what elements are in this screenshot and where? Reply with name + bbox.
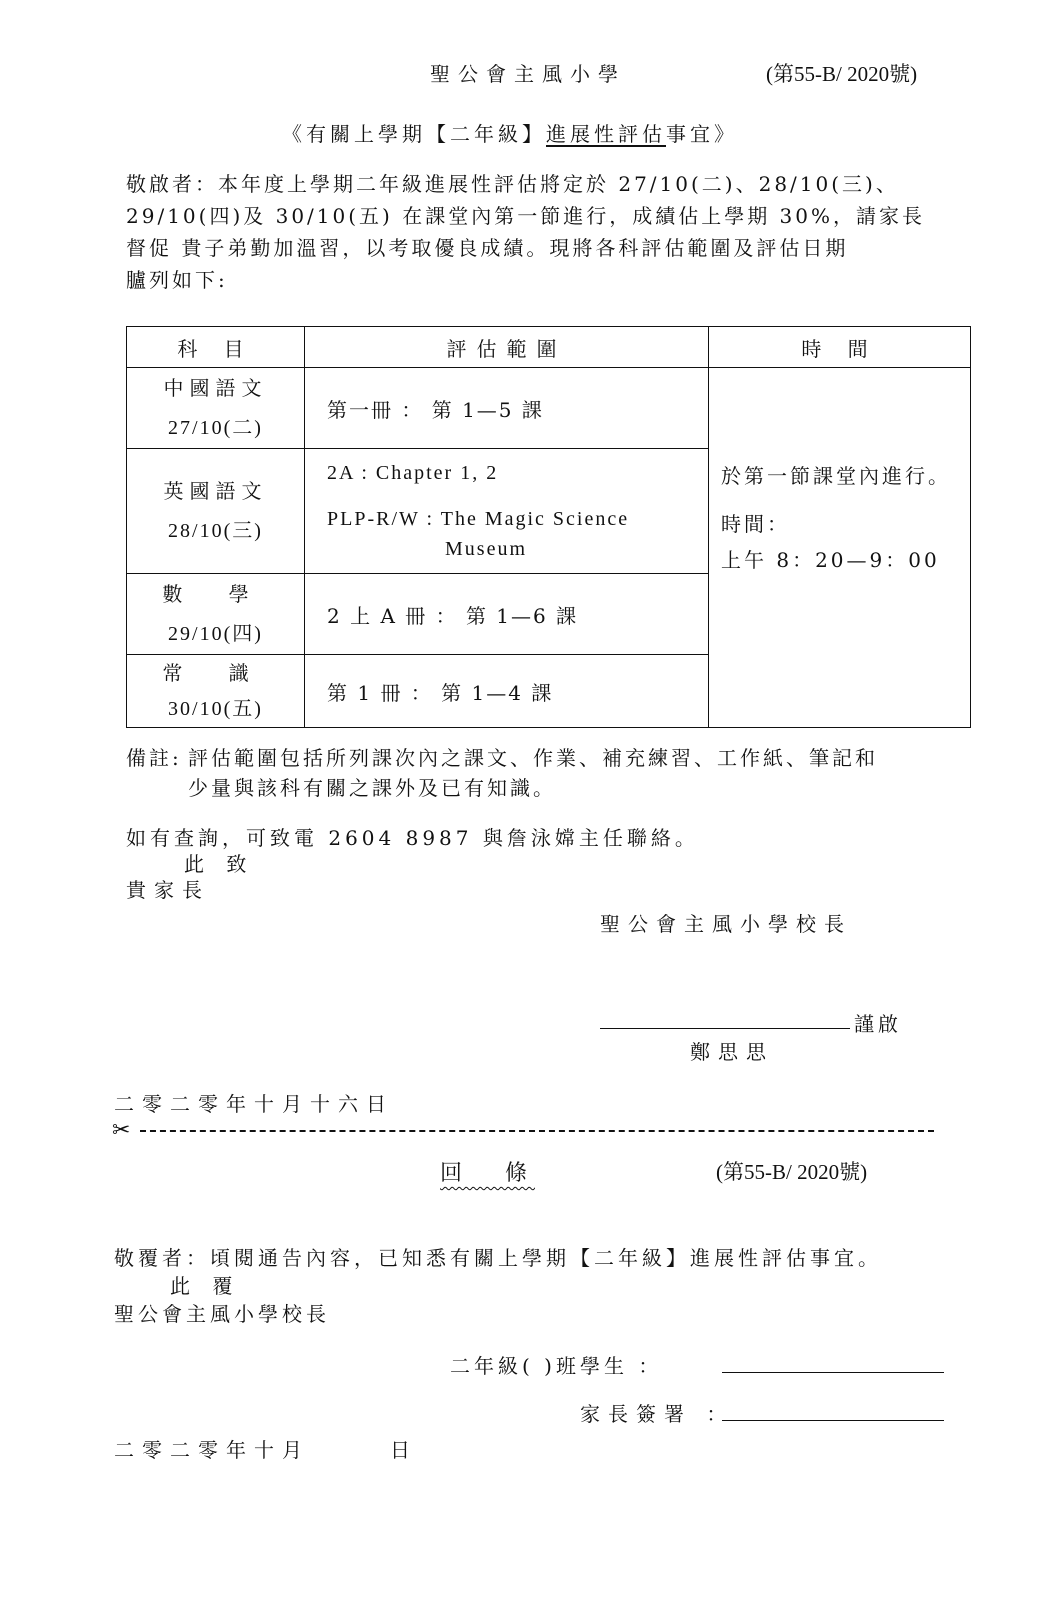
parent-signature-label: 家長簽署 ： bbox=[580, 1402, 735, 1426]
scissors-icon: ✂ bbox=[112, 1118, 131, 1143]
subject-cell bbox=[127, 368, 305, 449]
header-time: 時 間 bbox=[709, 327, 971, 368]
remarks-line-2: 少量與該科有關之課外及已有知識。 bbox=[188, 776, 556, 800]
reply-body: 敬覆者：頃閱通告內容，已知悉有關上學期【二年級】進展性評估事宜。 bbox=[114, 1246, 882, 1270]
header-subject: 科 目 bbox=[127, 327, 305, 368]
table-header-row bbox=[127, 327, 971, 368]
range-line: 第一冊 ： 第 1—5 課 bbox=[327, 397, 544, 422]
intro-line-4: 臚列如下: bbox=[126, 268, 228, 292]
subject-date: 28/10(三) bbox=[168, 520, 263, 542]
title-prefix: 《有關上學期【二年級】 bbox=[282, 122, 546, 146]
subject-name: 常 識 bbox=[162, 661, 269, 685]
time-line-2: 時間： bbox=[721, 511, 790, 536]
subject-cell bbox=[127, 449, 305, 574]
title-underlined: 進展性評估 bbox=[546, 122, 666, 146]
reply-recipient: 聖公會主風小學校長 bbox=[114, 1302, 330, 1326]
subject-cell bbox=[127, 655, 305, 728]
range-cell bbox=[305, 655, 709, 728]
remarks-label: 備註: bbox=[126, 746, 182, 770]
reply-reference: (第55-B/ 2020號) bbox=[716, 1160, 868, 1184]
range-line: 2A : Chapter 1, 2 bbox=[327, 462, 499, 484]
student-class-label: 二年級( )班學生 ： bbox=[450, 1354, 663, 1378]
time-line-1: 於第一節課堂內進行。 bbox=[721, 463, 951, 488]
reply-date-prefix: 二零二零年十月 bbox=[114, 1438, 310, 1462]
time-line-3: 上午 8：20—9：00 bbox=[721, 547, 940, 572]
reply-date-suffix: 日 bbox=[390, 1438, 410, 1462]
subject-date: 29/10(四) bbox=[168, 623, 263, 645]
subject-date: 27/10(二) bbox=[168, 417, 263, 439]
range-line: Museum bbox=[445, 538, 527, 560]
sender-principal-title: 聖公會主風小學校長 bbox=[600, 912, 852, 936]
ci-zhi: 此 致 bbox=[184, 852, 255, 876]
notice-reference: (第55-B/ 2020號) bbox=[766, 62, 918, 86]
principal-signature-line bbox=[600, 1028, 850, 1029]
subject-name: 數 學 bbox=[162, 582, 269, 606]
parent-signature-field[interactable] bbox=[722, 1420, 944, 1421]
jin-qi: 謹啟 bbox=[854, 1012, 902, 1036]
assessment-table bbox=[126, 326, 971, 728]
subject-name: 英國語文 bbox=[163, 479, 268, 503]
notice-title bbox=[282, 118, 738, 147]
intro-line-3: 督促 貴子弟勤加溫習，以考取優良成績。現將各科評估範圍及評估日期 bbox=[126, 236, 849, 260]
range-line: 2 上 A 冊 ： 第 1—6 課 bbox=[327, 603, 579, 628]
reply-title: 回 條 bbox=[440, 1161, 535, 1186]
ci-fu: 此 覆 bbox=[170, 1274, 241, 1298]
range-line: PLP-R/W : The Magic Science bbox=[327, 508, 630, 530]
cut-line bbox=[140, 1130, 934, 1132]
principal-name: 鄭思思 bbox=[690, 1040, 774, 1064]
range-cell bbox=[305, 574, 709, 655]
time-cell bbox=[709, 368, 971, 728]
intro-paragraph bbox=[126, 168, 925, 296]
remarks-line-1: 評估範圍包括所列課次內之課文、作業、補充練習、工作紙、筆記和 bbox=[188, 746, 878, 770]
table-row bbox=[127, 368, 971, 449]
student-name-field[interactable] bbox=[722, 1372, 944, 1373]
title-suffix: 事宜》 bbox=[666, 122, 738, 146]
notice-date: 二零二零年十月十六日 bbox=[114, 1092, 394, 1116]
school-name-header: 聖公會主風小學 bbox=[430, 62, 626, 86]
intro-line-1: 敬啟者：本年度上學期二年級進展性評估將定於 27/10(二)、28/10(三)、 bbox=[126, 172, 899, 196]
range-line: 第 1 冊 ： 第 1—4 課 bbox=[327, 680, 554, 705]
range-cell bbox=[305, 368, 709, 449]
header-range: 評估範圍 bbox=[305, 327, 709, 368]
subject-date: 30/10(五) bbox=[168, 698, 263, 720]
recipient-parents: 貴家長 bbox=[126, 878, 210, 902]
range-cell bbox=[305, 449, 709, 574]
subject-name: 中國語文 bbox=[163, 376, 268, 400]
contact-line: 如有查詢，可致電 2604 8987 與詹泳嫦主任聯絡。 bbox=[126, 826, 699, 850]
intro-line-2: 29/10(四)及 30/10(五) 在課堂內第一節進行，成績佔上學期 30%，請家長 bbox=[126, 204, 926, 228]
subject-cell bbox=[127, 574, 305, 655]
